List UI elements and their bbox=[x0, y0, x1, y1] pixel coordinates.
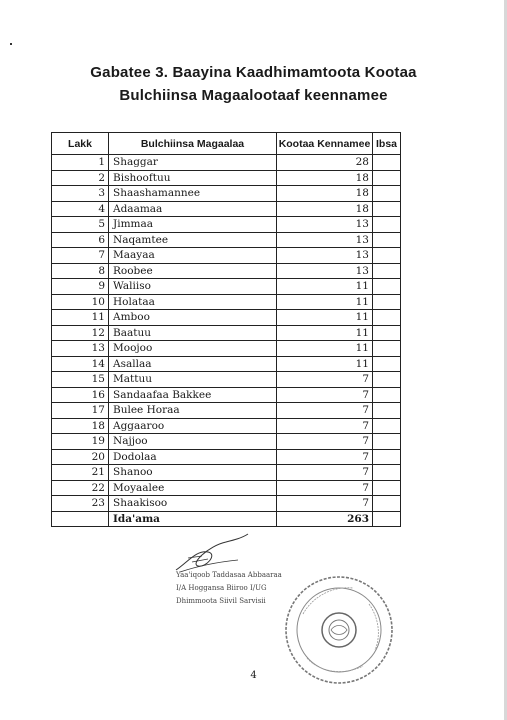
signatory-name: Yaa'iqoob Taddasaa Abbaaraa bbox=[176, 571, 282, 579]
row-remark bbox=[373, 465, 401, 481]
table-row bbox=[52, 372, 401, 388]
row-quota-value: 7 bbox=[277, 387, 373, 403]
signatory-title: I/A Hoggansa Biiroo I/UG bbox=[176, 584, 267, 592]
row-remark bbox=[373, 232, 401, 248]
table-row bbox=[52, 201, 401, 217]
row-city-name: Shaakisoo bbox=[109, 496, 277, 512]
row-quota-value: 13 bbox=[277, 263, 373, 279]
row-city-name: Maayaa bbox=[109, 248, 277, 264]
table-row bbox=[52, 434, 401, 450]
table-header-row bbox=[52, 133, 401, 155]
row-number: 10 bbox=[52, 294, 109, 310]
row-quota-value: 11 bbox=[277, 325, 373, 341]
row-remark bbox=[373, 418, 401, 434]
row-quota-value: 11 bbox=[277, 279, 373, 295]
table-row bbox=[52, 341, 401, 357]
row-city-name: Jimmaa bbox=[109, 217, 277, 233]
row-number: 21 bbox=[52, 465, 109, 481]
row-remark bbox=[373, 372, 401, 388]
row-city-name: Amboo bbox=[109, 310, 277, 326]
row-remark bbox=[373, 387, 401, 403]
row-quota-value: 7 bbox=[277, 403, 373, 419]
row-city-name: Mattuu bbox=[109, 372, 277, 388]
row-remark bbox=[373, 356, 401, 372]
row-quota-value: 13 bbox=[277, 232, 373, 248]
table-row bbox=[52, 186, 401, 202]
row-city-name: Shaggar bbox=[109, 155, 277, 171]
row-city-name: Adaamaa bbox=[109, 201, 277, 217]
row-quota-value: 18 bbox=[277, 170, 373, 186]
row-remark bbox=[373, 310, 401, 326]
row-number: 20 bbox=[52, 449, 109, 465]
table-row bbox=[52, 449, 401, 465]
row-city-name: Moojoo bbox=[109, 341, 277, 357]
row-number: 8 bbox=[52, 263, 109, 279]
scan-speck bbox=[10, 43, 12, 45]
row-city-name: Shaashamannee bbox=[109, 186, 277, 202]
header-lakk: Lakk bbox=[52, 133, 109, 155]
table-row bbox=[52, 480, 401, 496]
table-row bbox=[52, 465, 401, 481]
row-number: 9 bbox=[52, 279, 109, 295]
row-number: 17 bbox=[52, 403, 109, 419]
row-remark bbox=[373, 279, 401, 295]
row-remark bbox=[373, 496, 401, 512]
page-number: 4 bbox=[250, 670, 257, 681]
row-number: 1 bbox=[52, 155, 109, 171]
row-number: 19 bbox=[52, 434, 109, 450]
signatory-office: Dhimmoota Siivil Sarvisii bbox=[176, 597, 266, 605]
row-city-name: Aggaaroo bbox=[109, 418, 277, 434]
row-remark bbox=[373, 449, 401, 465]
row-number: 22 bbox=[52, 480, 109, 496]
row-remark bbox=[373, 434, 401, 450]
row-city-name: Bishooftuu bbox=[109, 170, 277, 186]
table-row bbox=[52, 418, 401, 434]
table-row bbox=[52, 155, 401, 171]
row-city-name: Holataa bbox=[109, 294, 277, 310]
table-row bbox=[52, 170, 401, 186]
table-row bbox=[52, 217, 401, 233]
row-quota-value: 7 bbox=[277, 465, 373, 481]
row-number: 14 bbox=[52, 356, 109, 372]
row-city-name: Sandaafaa Bakkee bbox=[109, 387, 277, 403]
table-row bbox=[52, 325, 401, 341]
table-title-line1: Gabatee 3. Baayina Kaadhimamtoota Kootaa bbox=[90, 64, 417, 81]
row-quota-value: 11 bbox=[277, 341, 373, 357]
table-row bbox=[52, 263, 401, 279]
row-remark bbox=[373, 186, 401, 202]
header-ibsa: Ibsa bbox=[373, 133, 401, 155]
table-row bbox=[52, 387, 401, 403]
row-number: 16 bbox=[52, 387, 109, 403]
row-city-name: Dodolaa bbox=[109, 449, 277, 465]
total-label: Ida'ama bbox=[109, 511, 277, 527]
row-city-name: Moyaalee bbox=[109, 480, 277, 496]
row-quota-value: 13 bbox=[277, 248, 373, 264]
row-quota-value: 11 bbox=[277, 356, 373, 372]
row-number: 7 bbox=[52, 248, 109, 264]
table-row bbox=[52, 248, 401, 264]
table-row bbox=[52, 496, 401, 512]
header-city: Bulchiinsa Magaalaa bbox=[109, 133, 277, 155]
row-remark bbox=[373, 480, 401, 496]
row-number: 13 bbox=[52, 341, 109, 357]
table-total-row bbox=[52, 511, 401, 527]
row-city-name: Bulee Horaa bbox=[109, 403, 277, 419]
row-remark bbox=[373, 201, 401, 217]
row-city-name: Najjoo bbox=[109, 434, 277, 450]
row-remark bbox=[373, 155, 401, 171]
row-remark bbox=[373, 170, 401, 186]
row-remark bbox=[373, 403, 401, 419]
table-title-line2: Bulchiinsa Magaalootaaf keennamee bbox=[119, 87, 388, 104]
row-city-name: Naqamtee bbox=[109, 232, 277, 248]
row-remark bbox=[373, 294, 401, 310]
row-remark bbox=[373, 217, 401, 233]
table-row bbox=[52, 294, 401, 310]
row-number: 11 bbox=[52, 310, 109, 326]
table-row bbox=[52, 403, 401, 419]
row-quota-value: 18 bbox=[277, 201, 373, 217]
row-number: 23 bbox=[52, 496, 109, 512]
quota-table bbox=[51, 132, 401, 527]
total-remark bbox=[373, 511, 401, 527]
table-row bbox=[52, 232, 401, 248]
row-number: 2 bbox=[52, 170, 109, 186]
row-number: 4 bbox=[52, 201, 109, 217]
row-remark bbox=[373, 341, 401, 357]
row-city-name: Roobee bbox=[109, 263, 277, 279]
row-quota-value: 7 bbox=[277, 418, 373, 434]
row-quota-value: 7 bbox=[277, 480, 373, 496]
header-quota: Kootaa Kennamee bbox=[277, 133, 373, 155]
row-number: 3 bbox=[52, 186, 109, 202]
row-remark bbox=[373, 263, 401, 279]
row-number: 12 bbox=[52, 325, 109, 341]
row-number: 18 bbox=[52, 418, 109, 434]
row-number: 15 bbox=[52, 372, 109, 388]
row-city-name: Asallaa bbox=[109, 356, 277, 372]
table-row bbox=[52, 356, 401, 372]
row-city-name: Baatuu bbox=[109, 325, 277, 341]
row-quota-value: 7 bbox=[277, 449, 373, 465]
row-city-name: Waliiso bbox=[109, 279, 277, 295]
row-quota-value: 11 bbox=[277, 294, 373, 310]
row-quota-value: 7 bbox=[277, 372, 373, 388]
table-row bbox=[52, 310, 401, 326]
row-remark bbox=[373, 248, 401, 264]
row-quota-value: 28 bbox=[277, 155, 373, 171]
row-number: 6 bbox=[52, 232, 109, 248]
row-city-name: Shanoo bbox=[109, 465, 277, 481]
row-quota-value: 7 bbox=[277, 434, 373, 450]
table-row bbox=[52, 279, 401, 295]
row-remark bbox=[373, 325, 401, 341]
total-value: 263 bbox=[277, 511, 373, 527]
row-quota-value: 7 bbox=[277, 496, 373, 512]
row-quota-value: 13 bbox=[277, 217, 373, 233]
row-number: 5 bbox=[52, 217, 109, 233]
row-quota-value: 11 bbox=[277, 310, 373, 326]
total-number-cell bbox=[52, 511, 109, 527]
row-quota-value: 18 bbox=[277, 186, 373, 202]
